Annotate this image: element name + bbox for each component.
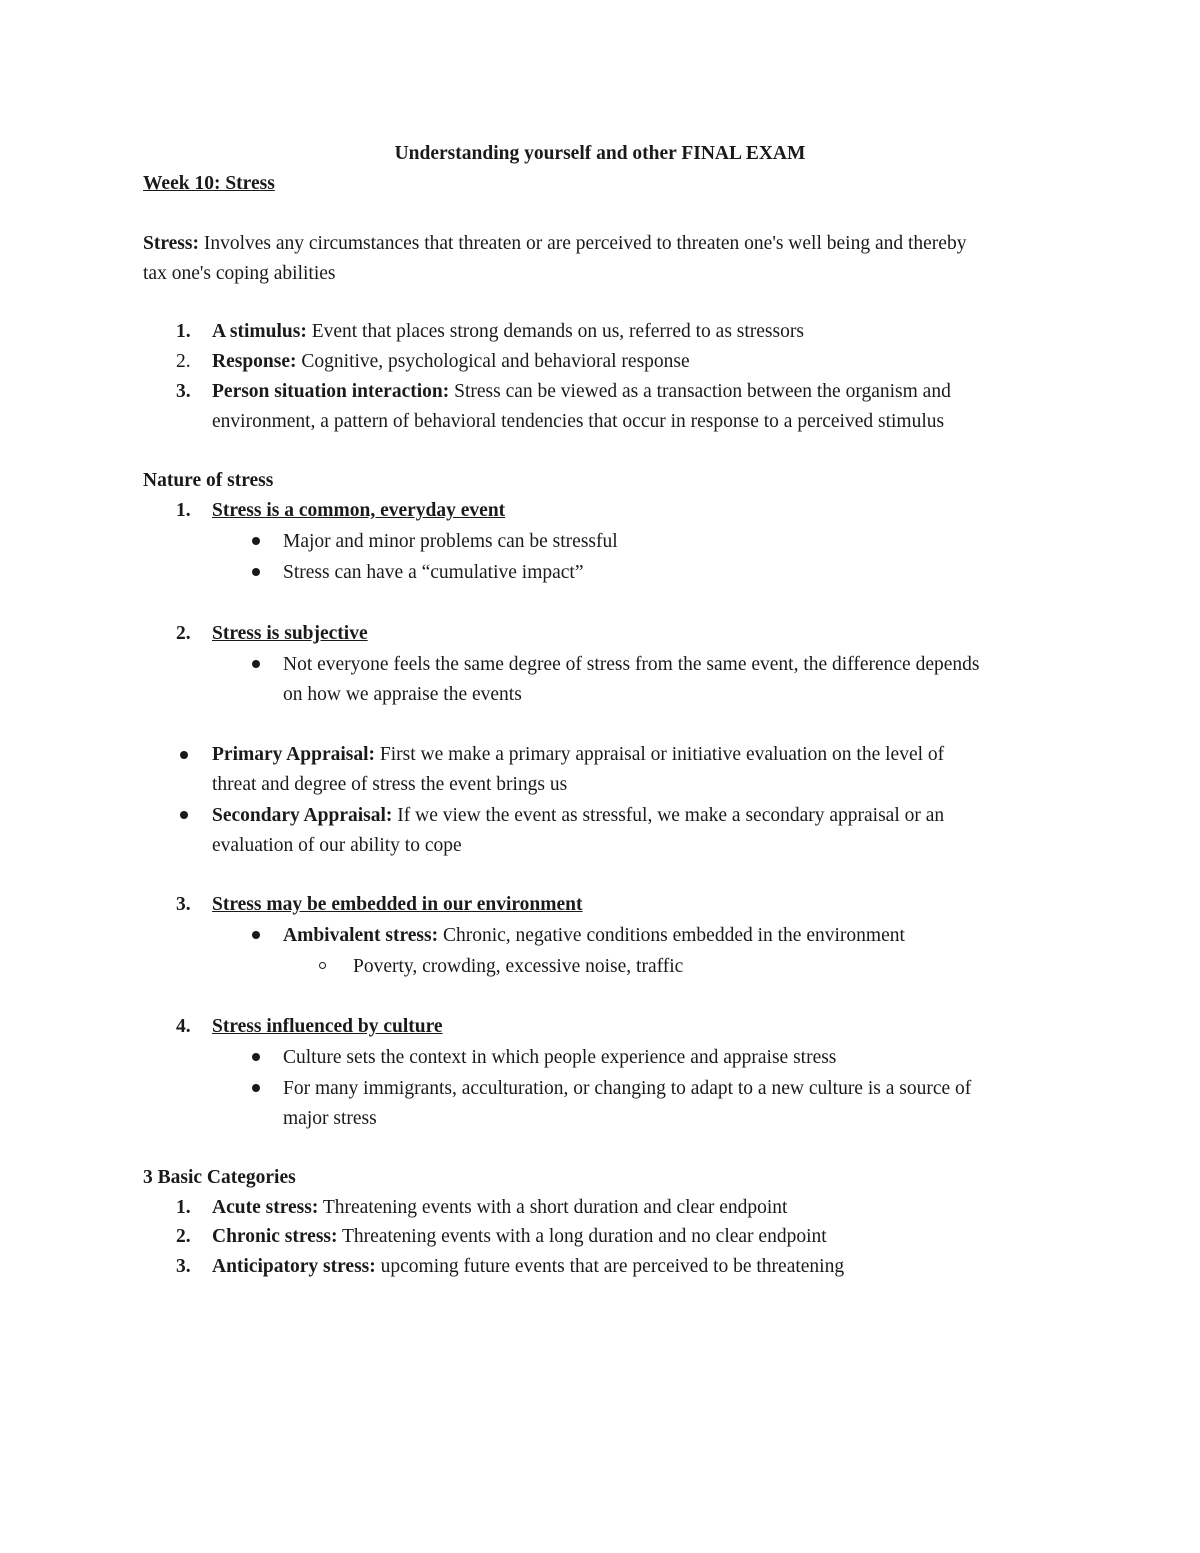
section-title: Stress influenced by culture bbox=[212, 1016, 443, 1037]
bullet-item: Culture sets the context in which people experience and appraise stress bbox=[283, 1047, 837, 1068]
nature-heading: Nature of stress bbox=[143, 470, 274, 491]
item-term: A stimulus: bbox=[212, 321, 307, 342]
primary-appraisal bbox=[212, 743, 944, 767]
item-text: Threatening events with a short duration and clear endpoint bbox=[318, 1197, 788, 1218]
item-term: Ambivalent stress: bbox=[283, 925, 439, 946]
item-text: Event that places strong demands on us, referred to as stressors bbox=[306, 321, 804, 342]
item-term: Primary Appraisal: bbox=[212, 744, 376, 765]
item-term: Chronic stress: bbox=[212, 1226, 338, 1247]
list-number: 3. bbox=[176, 381, 191, 402]
bullet-item bbox=[283, 924, 905, 948]
list-item bbox=[212, 1196, 787, 1220]
item-text: upcoming future events that are perceived to be threatening bbox=[375, 1256, 845, 1277]
item-term: Acute stress: bbox=[212, 1197, 319, 1218]
list-item bbox=[212, 320, 804, 344]
secondary-appraisal-cont: evaluation of our ability to cope bbox=[212, 835, 462, 856]
stress-definition bbox=[143, 232, 966, 256]
sub-bullet-item: Poverty, crowding, excessive noise, traffic bbox=[353, 956, 684, 977]
section-number: 3. bbox=[176, 894, 191, 915]
item-text: Cognitive, psychological and behavioral response bbox=[296, 351, 690, 372]
section-number: 2. bbox=[176, 623, 191, 644]
stress-definition-cont: tax one's coping abilities bbox=[143, 263, 336, 284]
week-heading: Week 10: Stress bbox=[143, 173, 275, 194]
bullet-icon bbox=[180, 751, 188, 759]
bullet-icon bbox=[252, 1084, 260, 1092]
section-title: Stress may be embedded in our environment bbox=[212, 894, 583, 915]
list-item bbox=[212, 350, 690, 374]
bullet-item-cont: major stress bbox=[283, 1108, 377, 1129]
bullet-icon bbox=[252, 660, 260, 668]
item-term: Secondary Appraisal: bbox=[212, 805, 393, 826]
categories-heading: 3 Basic Categories bbox=[143, 1167, 296, 1188]
bullet-item-cont: on how we appraise the events bbox=[283, 684, 522, 705]
list-number: 1. bbox=[176, 321, 191, 342]
sub-bullet-icon bbox=[319, 962, 326, 969]
bullet-icon bbox=[252, 568, 260, 576]
list-item bbox=[212, 1255, 844, 1279]
list-number: 2. bbox=[176, 351, 191, 372]
secondary-appraisal bbox=[212, 804, 944, 828]
list-number: 2. bbox=[176, 1226, 191, 1247]
item-term: Anticipatory stress: bbox=[212, 1256, 376, 1277]
item-text: If we view the event as stressful, we make a secondary appraisal or an bbox=[392, 805, 945, 826]
bullet-icon bbox=[180, 811, 188, 819]
item-text: Stress can be viewed as a transaction between the organism and bbox=[449, 381, 951, 402]
bullet-icon bbox=[252, 1053, 260, 1061]
section-number: 4. bbox=[176, 1016, 191, 1037]
section-number: 1. bbox=[176, 500, 191, 521]
list-item bbox=[212, 380, 951, 404]
list-number: 3. bbox=[176, 1256, 191, 1277]
bullet-icon bbox=[252, 931, 260, 939]
definition-text: Involves any circumstances that threaten or are perceived to threaten one's well being and thereby bbox=[198, 233, 967, 254]
list-item-cont: environment, a pattern of behavioral tendencies that occur in response to a perceived stimulus bbox=[212, 411, 945, 432]
list-number: 1. bbox=[176, 1197, 191, 1218]
section-title: Stress is subjective bbox=[212, 623, 368, 644]
section-title: Stress is a common, everyday event bbox=[212, 500, 506, 521]
item-text: Chronic, negative conditions embedded in the environment bbox=[438, 925, 905, 946]
primary-appraisal-cont: threat and degree of stress the event brings us bbox=[212, 774, 568, 795]
bullet-item: For many immigrants, acculturation, or changing to adapt to a new culture is a source of bbox=[283, 1078, 972, 1099]
item-term: Response: bbox=[212, 351, 297, 372]
bullet-item: Not everyone feels the same degree of stress from the same event, the difference depends bbox=[283, 654, 980, 675]
bullet-icon bbox=[252, 537, 260, 545]
list-item bbox=[212, 1225, 827, 1249]
item-text: First we make a primary appraisal or initiative evaluation on the level of bbox=[375, 744, 945, 765]
item-text: Threatening events with a long duration and no clear endpoint bbox=[337, 1226, 827, 1247]
bullet-item: Stress can have a “cumulative impact” bbox=[283, 562, 584, 583]
bullet-item: Major and minor problems can be stressful bbox=[283, 531, 618, 552]
definition-term: Stress: bbox=[143, 233, 199, 254]
item-term: Person situation interaction: bbox=[212, 381, 450, 402]
page-title: Understanding yourself and other FINAL EXAM bbox=[394, 143, 806, 164]
